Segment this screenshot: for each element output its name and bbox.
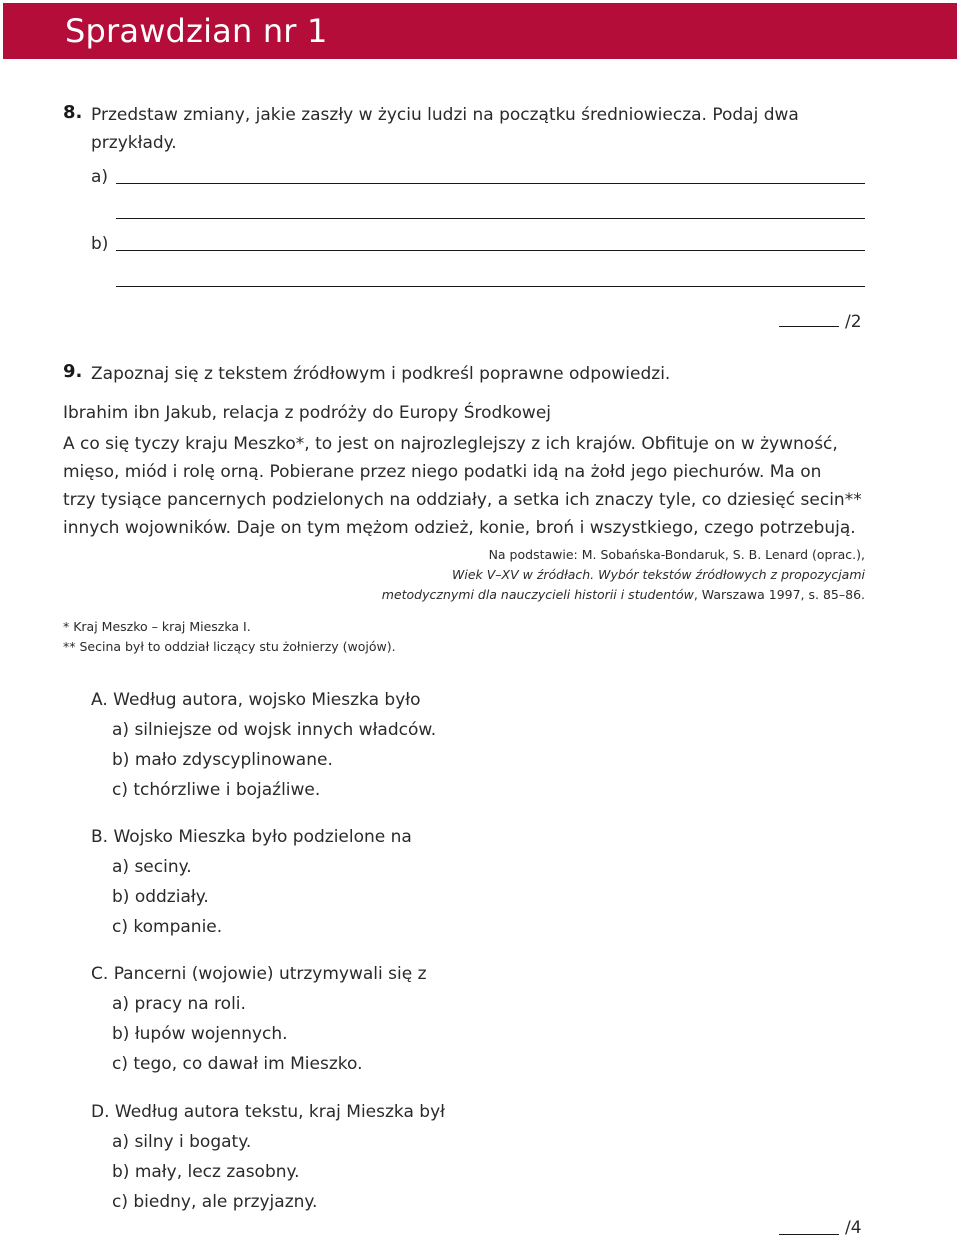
- subquestion-C: [91, 960, 791, 1078]
- subquestion-label: B.: [91, 827, 109, 847]
- answer-b-label: b): [91, 234, 109, 254]
- option-c[interactable]: c) tchórzliwe i bojaźliwe.: [112, 780, 321, 800]
- citation-line-1: Na podstawie: M. Sobańska-Bondaruk, S. B. Lenard (oprac.),: [488, 547, 865, 562]
- subquestion-label: A.: [91, 690, 108, 710]
- subquestion-B: [91, 823, 791, 941]
- subquestion-label: D.: [91, 1102, 110, 1122]
- question-9-number: 9.: [63, 361, 83, 382]
- option-c[interactable]: c) kompanie.: [112, 917, 223, 937]
- passage-line: trzy tysiące pancernych podzielonych na oddziały, a setka ich znaczy tyle, co dziesięć secin**: [63, 490, 862, 510]
- score-max-q8: /2: [845, 312, 862, 332]
- subquestion-text: Według autora, wojsko Mieszka było: [113, 690, 421, 710]
- citation-line-3: [365, 585, 865, 605]
- passage-line: innych wojowników. Daje on tym mężom odzież, konie, broń i wszystkiego, czego potrzebują.: [63, 518, 856, 538]
- citation-line-2: Wiek V–XV w źródłach. Wybór tekstów źródłowych z propozycjami: [452, 567, 865, 582]
- page-title: Sprawdzian nr 1: [65, 12, 328, 50]
- option-a[interactable]: a) seciny.: [112, 857, 192, 877]
- citation-line-3-italic: metodycznymi dla nauczycieli historii i studentów: [381, 587, 694, 602]
- source-title: Ibrahim ibn Jakub, relacja z podróży do Europy Środkowej: [63, 403, 552, 423]
- option-b[interactable]: b) oddziały.: [112, 887, 209, 907]
- option-a[interactable]: a) silny i bogaty.: [112, 1132, 252, 1152]
- question-8-text-line2: przykłady.: [91, 133, 177, 153]
- page-header: [3, 3, 957, 59]
- source-citation: [365, 545, 865, 605]
- question-8-number: 8.: [63, 102, 83, 123]
- subquestion-A: [91, 686, 791, 804]
- question-9-text: Zapoznaj się z tekstem źródłowym i podkreśl poprawne odpowiedzi.: [91, 364, 671, 384]
- score-line-q8[interactable]: [779, 326, 839, 327]
- option-a[interactable]: a) silniejsze od wojsk innych władców.: [112, 720, 437, 740]
- citation-line-3-rest: , Warszawa 1997, s. 85–86.: [693, 587, 865, 602]
- score-max-q9: /4: [845, 1218, 862, 1238]
- subquestion-label: C.: [91, 964, 109, 984]
- subquestion-text: Wojsko Mieszka było podzielone na: [113, 827, 412, 847]
- passage-line: mięso, miód i rolę orną. Pobierane przez niego podatki idą na żołd jego piechurów. Ma on: [63, 462, 822, 482]
- answer-a-line-1[interactable]: [116, 183, 865, 184]
- subquestion-D: [91, 1098, 791, 1216]
- option-a[interactable]: a) pracy na roli.: [112, 994, 246, 1014]
- passage-line: A co się tyczy kraju Meszko*, to jest on najrozleglejszy z ich krajów. Obfituje on w żywność,: [63, 434, 838, 454]
- option-b[interactable]: b) mały, lecz zasobny.: [112, 1162, 300, 1182]
- score-line-q9[interactable]: [779, 1234, 839, 1235]
- option-b[interactable]: b) mało zdyscyplinowane.: [112, 750, 333, 770]
- option-b[interactable]: b) łupów wojennych.: [112, 1024, 288, 1044]
- subquestion-text: Pancerni (wojowie) utrzymywali się z: [113, 964, 427, 984]
- answer-b-line-2[interactable]: [116, 286, 865, 287]
- footnote-1: * Kraj Meszko – kraj Mieszka I.: [63, 619, 251, 634]
- subquestion-text: Według autora tekstu, kraj Mieszka był: [114, 1102, 445, 1122]
- footnote-2: ** Secina był to oddział liczący stu żołnierzy (wojów).: [63, 639, 396, 654]
- answer-b-line-1[interactable]: [116, 250, 865, 251]
- question-8-text-line1: Przedstaw zmiany, jakie zaszły w życiu ludzi na początku średniowiecza. Podaj dwa: [91, 105, 799, 125]
- source-passage: [63, 430, 873, 542]
- answer-a-label: a): [91, 167, 109, 187]
- option-c[interactable]: c) tego, co dawał im Mieszko.: [112, 1054, 363, 1074]
- footnotes: [63, 617, 396, 657]
- answer-a-line-2[interactable]: [116, 218, 865, 219]
- option-c[interactable]: c) biedny, ale przyjazny.: [112, 1192, 318, 1212]
